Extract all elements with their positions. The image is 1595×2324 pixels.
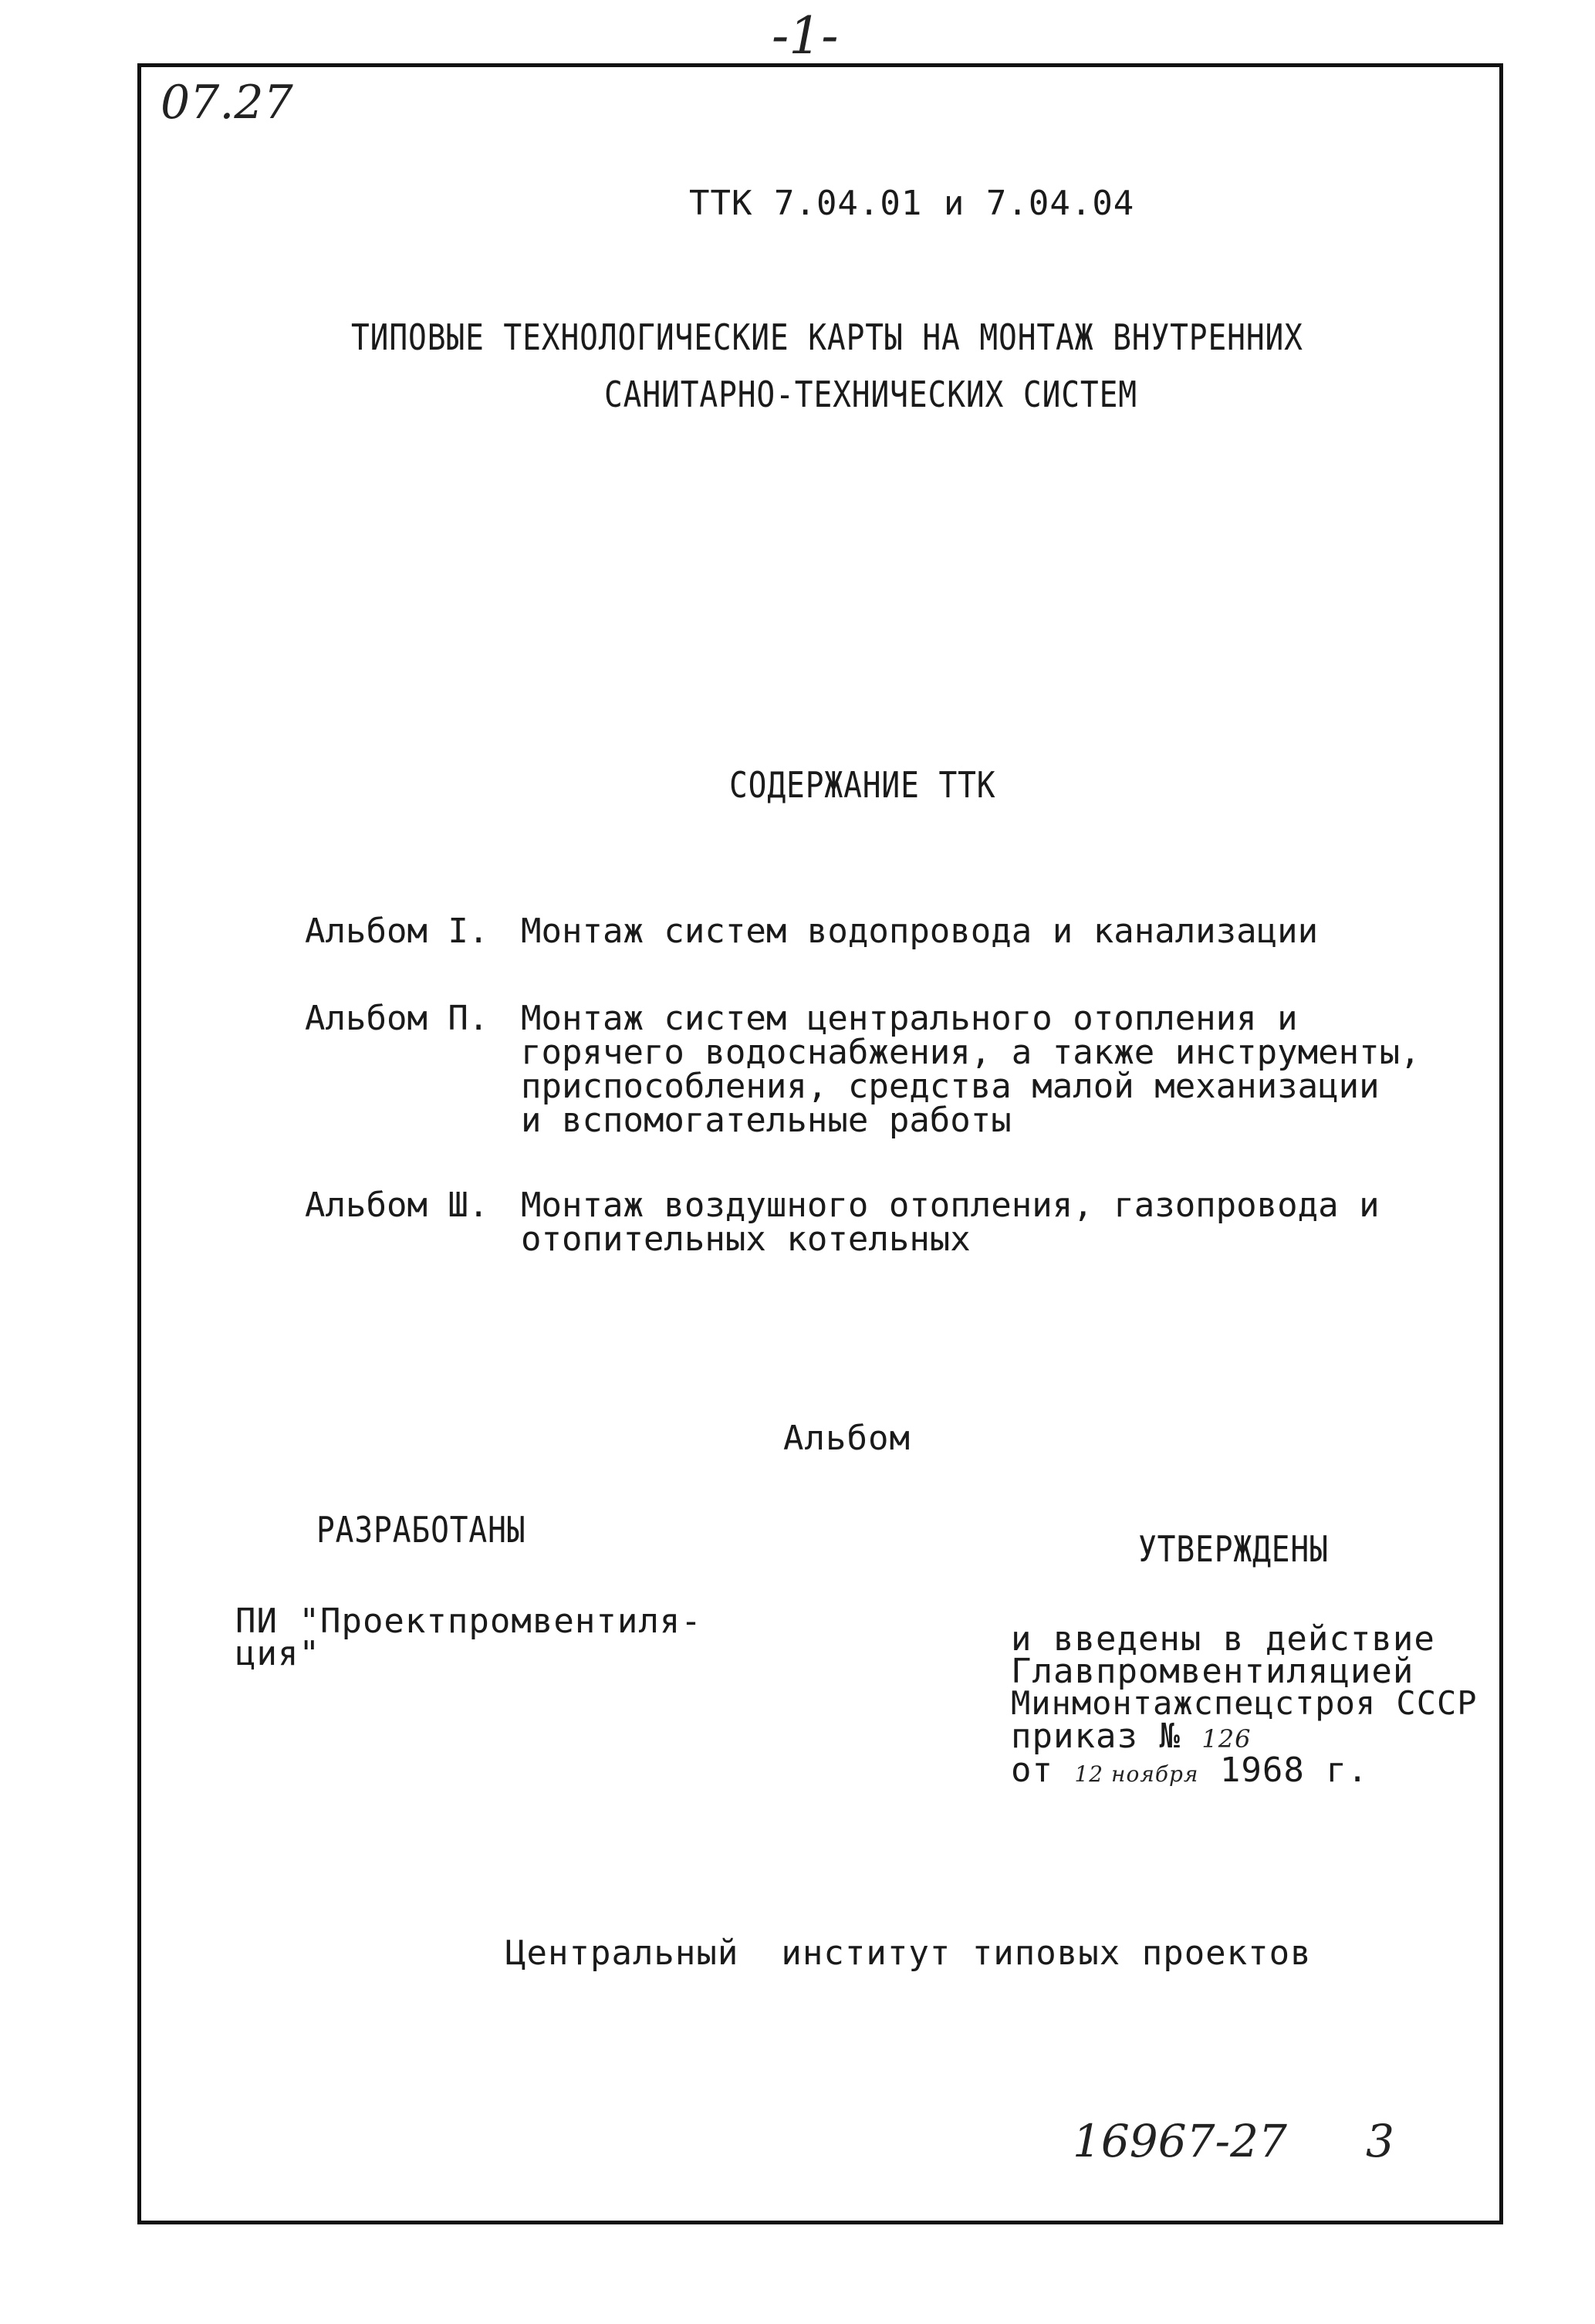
album-3-label: Альбом Ш. xyxy=(305,1186,489,1225)
approved-date xyxy=(1011,1751,1368,1790)
corner-code: 07.27 xyxy=(161,76,293,130)
album-1 xyxy=(305,912,1319,951)
album-2-label: Альбом П. xyxy=(305,999,489,1038)
approved-order-prefix: приказ № xyxy=(1011,1717,1181,1756)
approved-line-3: Минмонтажспецстроя СССР xyxy=(1011,1684,1478,1722)
developed-line-1: ПИ "Проектпромвентиля- xyxy=(235,1602,702,1641)
album-3 xyxy=(305,1186,1380,1259)
album-2-line-3: приспособления, средства малой механизации xyxy=(521,1067,1380,1106)
approved-line-2: Главпромвентиляцией xyxy=(1011,1652,1414,1691)
doc-title-line-1: ТИПОВЫЕ ТЕХНОЛОГИЧЕСКИЕ КАРТЫ НА МОНТАЖ ВНУТРЕННИХ xyxy=(351,316,1303,358)
approved-date-prefix: от xyxy=(1011,1751,1053,1790)
album-2 xyxy=(305,999,1421,1140)
album-1-line-1: Монтаж систем водопровода и канализации xyxy=(521,912,1319,951)
approved-date-handwritten: 12 ноября xyxy=(1074,1761,1199,1787)
album-2-line-1: Монтаж систем центрального отопления и xyxy=(521,999,1298,1038)
developed-line-2: ция" xyxy=(235,1634,320,1673)
approved-date-year: 1968 г. xyxy=(1219,1751,1369,1790)
approved-heading: УТВЕРЖДЕНЫ xyxy=(1138,1528,1329,1570)
doc-code: ТТК 7.04.01 и 7.04.04 xyxy=(689,184,1135,223)
approved-order-number: 126 xyxy=(1201,1724,1252,1754)
page-number-mark: -1- xyxy=(772,6,839,66)
album-3-line-2: отопительных котельных xyxy=(521,1220,971,1259)
bottom-sheet-number: 3 xyxy=(1366,2115,1394,2167)
contents-heading: СОДЕРЖАНИЕ ТТК xyxy=(729,764,996,806)
approved-line-1: и введены в действие xyxy=(1011,1619,1435,1659)
doc-title-line-2: САНИТАРНО-ТЕХНИЧЕСКИХ СИСТЕМ xyxy=(604,374,1137,415)
album-3-line-1: Монтаж воздушного отопления, газопровода и xyxy=(521,1186,1380,1225)
developed-heading: РАЗРАБОТАНЫ xyxy=(316,1509,526,1551)
album-2-line-4: и вспомогательные работы xyxy=(521,1101,1012,1140)
bottom-number: 16967-27 xyxy=(1073,2115,1287,2167)
album-word: Альбом xyxy=(783,1419,911,1458)
album-1-label: Альбом I. xyxy=(305,912,489,951)
album-2-line-2: горячего водоснабжения, а также инструменты, xyxy=(521,1033,1421,1072)
institute-name: Центральный институт типовых проектов xyxy=(505,1933,1312,1973)
